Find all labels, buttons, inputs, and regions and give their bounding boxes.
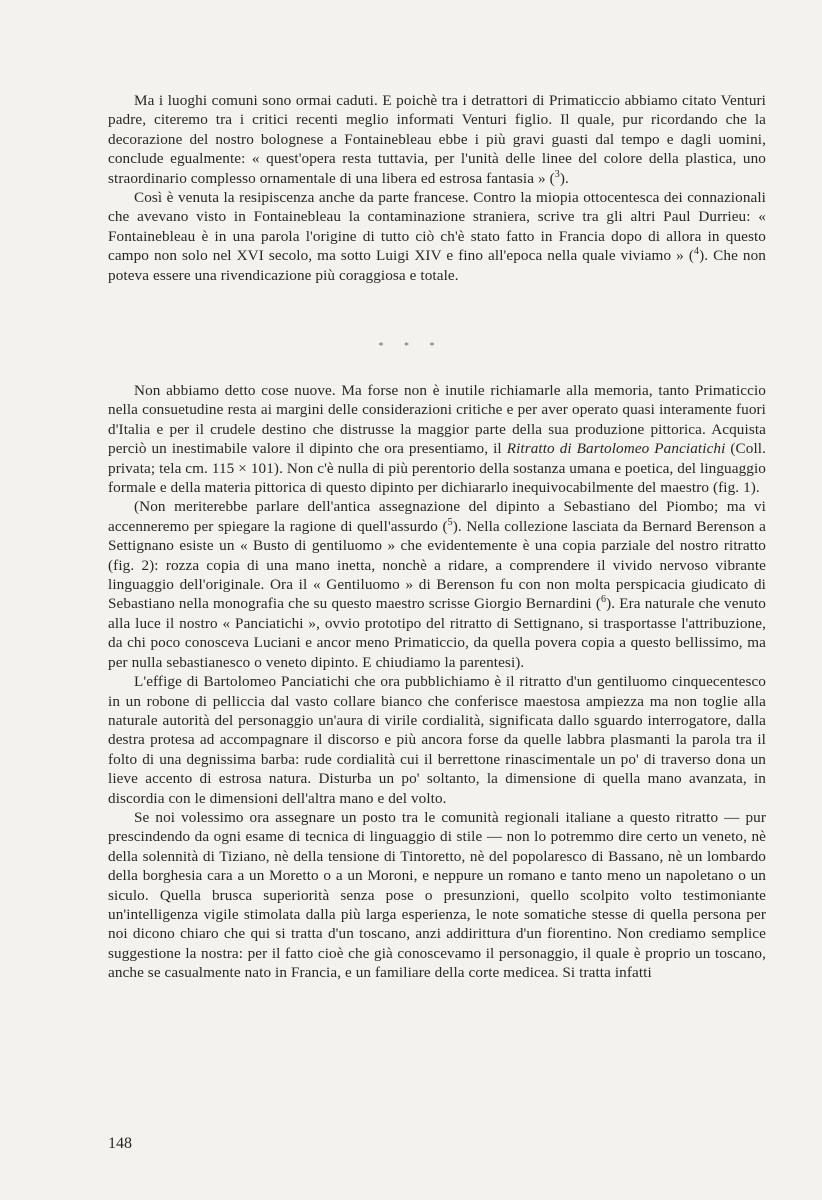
paragraph-text: (Coll. privata; tela cm. 115 × 101). Non c'è nulla di più perentorio della sostanza umana e poetica, del linguaggio formale e della materia pittorica di questo dipinto per dichiararlo inequivocabilmente del maestro (fig. 1). [108, 440, 766, 497]
paragraph: Così è venuta la resipiscenza anche da parte francese. Contro la miopia ottocentesca dei connazionali che avevano visto in Fontainebleau la contaminazione straniera, scrive tra gli altri Paul Durrieu: « Fontainebleau è in una parola l'origine di tutto ciò ch'è stato fatto in Francia dopo di allora in questo campo non solo nel XVI secolo, ma sotto Luigi XIV e fino all'epoca nella quale viviamo » ($^4$). Che non poteva essere una rivendicazione più coraggiosa e totale. [108, 189, 766, 284]
paragraph: Ma i luoghi comuni sono ormai caduti. E poichè tra i detrattori di Primaticcio abbiamo citato Venturi padre, citeremo tra i critici recenti meglio informati Venturi figlio. Il quale, pur ricordando che la decorazione del nostro bolognese a Fontainebleau ebbe i più gravi guasti dal tempo e dagli uomini, conclude egualmente: « quest'opera resta tuttavia, per l'unità delle linee del colore della plastica, uno straordinario complesso ornamentale di una libera ed estrosa fantasia » ($^3$). [108, 92, 766, 187]
section-separator: * * * [378, 341, 444, 352]
section-2-text [108, 381, 766, 983]
paragraph [108, 381, 766, 497]
paragraph-text: Non abbiamo detto cose nuove. Ma forse non è inutile richiamarle alla memoria, tanto Primaticcio nella consuetudine resta ai margini delle considerazioni critiche e per aver operato quasi interamente fuori d'Italia e per il crudele destino che distrusse la maggior parte della sua produzione pittorica. Acquista perciò un inestimabile valore il dipinto che ora presentiamo, il [108, 382, 766, 458]
paragraph: Se noi volessimo ora assegnare un posto tra le comunità regionali italiane a questo ritratto — pur prescindendo da ogni esame di tecnica di linguaggio di stile — non lo potremmo dire certo un veneto, nè della solennità di Tiziano, nè della tensione di Tintoretto, nè del popolaresco di Bassano, nè un lombardo della borghesia cara a un Moretto o a un Moroni, e neppure un romano e tanto meno un napoletano o un siculo. Quella brusca superiorità senza pose o presunzioni, quello scolpito volto testimoniante un'intelligenza vigile stimolata dalla più larga esperienza, le note somatiche stesse di quella persona per noi dicono chiaro che qui si tratta d'un toscano, anzi addirittura d'un fiorentino. Non crediamo semplice suggestione la nostra: per il fatto cioè che già conoscevamo il personaggio, il quale è proprio un toscano, anche se casualmente nato in Francia, e un familiare della corte medicea. Si tratta infatti [108, 808, 766, 982]
section-1-text [108, 91, 766, 285]
page-number: 148 [108, 1135, 132, 1152]
painting-title: Ritratto di Bartolomeo Panciatichi [506, 440, 726, 458]
paragraph: L'effige di Bartolomeo Panciatichi che ora pubblichiamo è il ritratto d'un gentiluomo cinquecentesco in un robone di pelliccia dal vasto collare bianco che conferisce maestosa ampiezza ma non toglie alla naturale autorità del personaggio un'aura di virile cordialità, significata dallo sguardo interrogatore, dalla destra protesa ad accompagnare il discorso e più ancora forse da quelle labbra plasmanti la parola tra il folto di una degnissima barba: rude cordialità cui il berrettone rinascimentale un po' di traverso dona un lieve accento di estrosa natura. Disturba un po' soltanto, la dimensione di quella mano avanzata, in discordia con le dimensioni dell'altra mano e del volto. [108, 673, 766, 807]
paragraph: (Non meriterebbe parlare dell'antica assegnazione del dipinto a Sebastiano del Piombo; ma vi accenneremo per spiegare la ragione di quell'assurdo ($^5$). Nella collezione lasciata da Bernard Berenson a Settignano esiste un « Busto di gentiluomo » che evidentemente è una copia parziale del nostro ritratto (fig. 2): rozza copia di una mano inetta, nonchè a ridare, a comprendere il vivido nervoso vibrante linguaggio dell'originale. Ora il « Gentiluomo » di Berenson fu con non molta perspicacia giudicato di Sebastiano nella monografia che su questo maestro scrisse Giorgio Bernardini ($^6$). Era naturale che venuto alla luce il nostro « Panciatichi », ovvio prototipo del ritratto di Settignano, si trasportasse l'attribuzione, da chi poco conosceva Luciani e ancor meno Primaticcio, da quella povera copia a questo bellissimo, ma per nulla sebastianesco o veneto dipinto. E chiudiamo la parentesi). [108, 498, 766, 671]
